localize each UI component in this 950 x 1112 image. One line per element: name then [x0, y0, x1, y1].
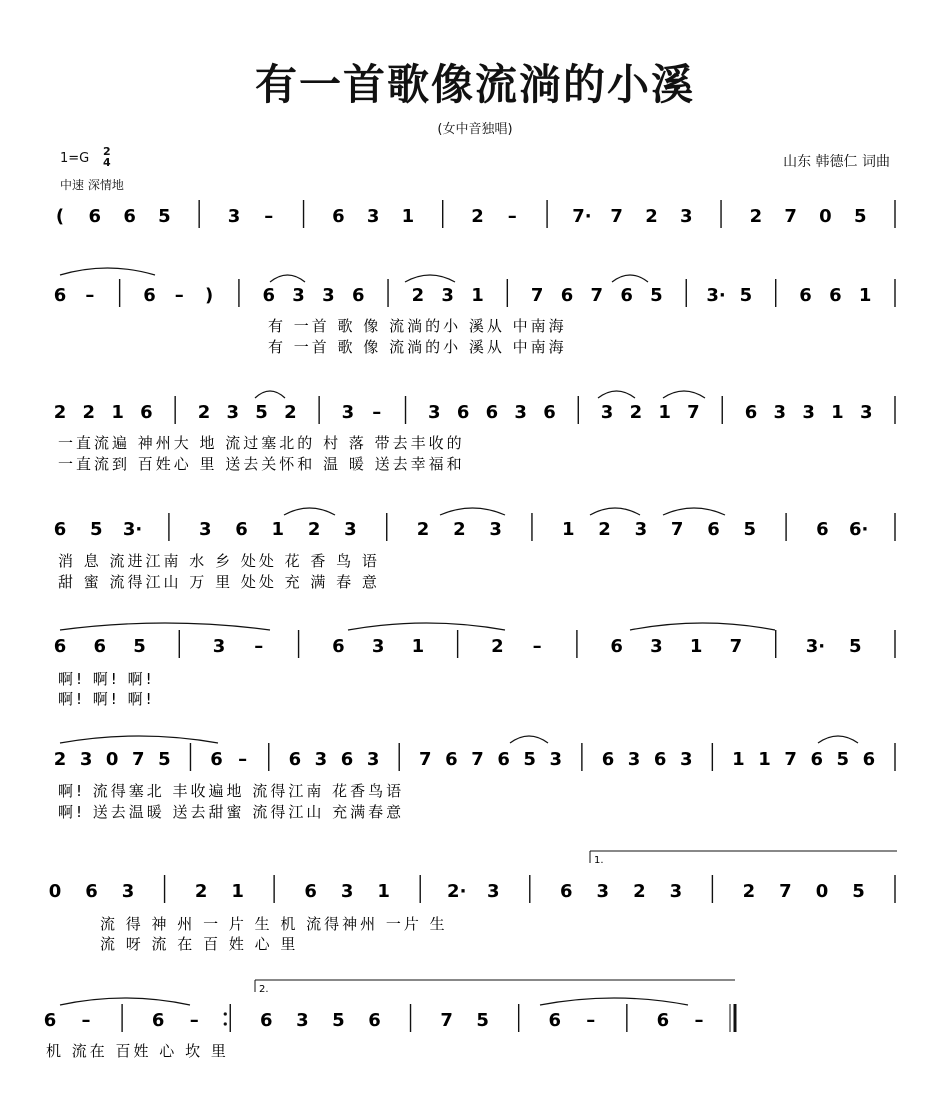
system-1: [56, 200, 895, 228]
lyric-line-1: 消 息 流进江南 水 乡 处处 花 香 鸟 语: [58, 552, 380, 570]
note: 1: [411, 636, 425, 657]
note: 3: [669, 881, 683, 902]
note: 7: [610, 206, 623, 227]
note: 6: [601, 749, 615, 770]
note: 5: [90, 519, 103, 540]
note: 1: [689, 636, 703, 657]
note: 3: [341, 402, 355, 423]
note: 2: [284, 402, 297, 423]
system-8: [44, 980, 735, 1060]
note: –: [174, 285, 184, 306]
note: 3: [322, 285, 335, 306]
note: 3: [212, 636, 226, 657]
volta-label: 1.: [594, 855, 604, 866]
lyric-line-1: 一直流遍 神州大 地 流过塞北的 村 落 带去丰收的: [58, 434, 465, 452]
note: 6: [543, 402, 556, 423]
note: 2: [53, 402, 67, 423]
note: 6: [485, 402, 499, 423]
note: 7: [440, 1010, 453, 1031]
slur: [818, 736, 858, 743]
note: 2: [416, 519, 430, 540]
note: 3: [627, 749, 641, 770]
note: 6: [368, 1010, 381, 1031]
note: 3: [292, 285, 305, 306]
repeat-dot: [224, 1012, 227, 1015]
note: 2: [633, 881, 646, 902]
note: 2: [491, 636, 504, 657]
slur: [663, 391, 705, 398]
lyric-line-2: 啊! 送去温暖 送去甜蜜 流得江山 充满春意: [58, 803, 405, 821]
note: 6: [560, 881, 573, 902]
note: 7: [687, 402, 700, 423]
note: 6: [351, 285, 365, 306]
note: 3: [600, 402, 614, 423]
lyric-line-1: 啊! 流得塞北 丰收遍地 流得江南 花香鸟语: [58, 782, 405, 800]
note: –: [254, 636, 264, 657]
system-2: [54, 279, 895, 356]
note: 7·: [572, 206, 592, 227]
note: 5: [650, 285, 663, 306]
note: 3: [227, 206, 241, 227]
note: 2: [629, 402, 643, 423]
note: 1: [831, 402, 844, 423]
note: 6: [93, 636, 107, 657]
note: 6: [151, 1010, 165, 1031]
note: ): [204, 285, 214, 306]
note: 6: [140, 402, 153, 423]
note: 5: [255, 402, 268, 423]
slur: [60, 736, 218, 743]
note: 5: [848, 636, 862, 657]
note: 2: [307, 519, 321, 540]
note: 3·: [122, 519, 143, 540]
note: 3: [802, 402, 815, 423]
slur: [590, 508, 640, 515]
note: 3: [366, 206, 380, 227]
note: –: [586, 1010, 596, 1031]
note: 2: [194, 881, 208, 902]
note: 2: [742, 881, 756, 902]
composer-credit: 山东 韩德仁 词曲: [783, 154, 890, 170]
note: 7: [729, 636, 743, 657]
note: 3: [79, 749, 93, 770]
note: –: [372, 402, 382, 423]
note: 3: [679, 749, 693, 770]
note: 3: [441, 285, 454, 306]
note: 5: [133, 636, 146, 657]
note: 3: [514, 402, 527, 423]
note: 3: [650, 636, 663, 657]
system-6: [54, 743, 895, 821]
slur: [60, 623, 270, 630]
note: 2: [598, 519, 611, 540]
lyric-line-2: 一直流到 百姓心 里 送去关怀和 温 暖 送去幸福和: [58, 455, 465, 473]
note: 5: [852, 881, 865, 902]
note: 0: [48, 881, 62, 902]
note: 6: [497, 749, 510, 770]
note: 2: [749, 206, 763, 227]
note: 6: [816, 519, 829, 540]
note: –: [532, 636, 542, 657]
note: 7: [132, 749, 145, 770]
system-5: [54, 630, 895, 708]
slur: [440, 508, 505, 515]
slur: [405, 275, 455, 282]
note: 1: [658, 402, 671, 423]
system-7: [49, 851, 897, 953]
note: 1: [758, 749, 771, 770]
note: 6: [799, 285, 812, 306]
note: 6: [143, 285, 156, 306]
note: 7: [670, 519, 684, 540]
note: 5: [853, 206, 867, 227]
note: 6: [456, 402, 470, 423]
note: 7: [784, 749, 797, 770]
note: 6: [288, 749, 302, 770]
note: 6: [53, 519, 67, 540]
slur: [255, 391, 285, 398]
lyric-line-2: 有 一首 歌 像 流淌的小 溪从 中南海: [268, 338, 567, 356]
note: 1: [401, 206, 415, 227]
slur: [630, 623, 775, 630]
note: 1: [231, 881, 244, 902]
note: 6: [810, 749, 823, 770]
note: 3: [489, 519, 502, 540]
note: 3: [549, 749, 563, 770]
note: –: [264, 206, 274, 227]
note: 6: [88, 206, 102, 227]
note: 6: [332, 206, 345, 227]
note: 7: [419, 749, 432, 770]
note: (: [55, 206, 65, 227]
slur: [270, 275, 305, 282]
repeat-dot: [224, 1022, 227, 1025]
note: 1: [271, 519, 285, 540]
note: 1: [377, 881, 390, 902]
note: 6: [210, 749, 223, 770]
note: 6: [829, 285, 842, 306]
subtitle: (女中音独唱): [437, 122, 513, 137]
note: 6: [332, 636, 345, 657]
note: 2: [53, 749, 67, 770]
note: 6: [304, 881, 317, 902]
key-signature: 1=G: [60, 151, 90, 166]
note: 3: [314, 749, 328, 770]
note: 3: [121, 881, 135, 902]
note: 2·: [447, 881, 467, 902]
note: 2: [411, 285, 425, 306]
note: 3·: [706, 285, 726, 306]
note: 7: [530, 285, 544, 306]
note: 7: [590, 285, 604, 306]
slur: [348, 623, 505, 630]
note: –: [238, 749, 248, 770]
note: 6: [85, 881, 98, 902]
note: 3: [428, 402, 441, 423]
note: 6: [707, 519, 720, 540]
note: 5: [739, 285, 753, 306]
note: 6: [340, 749, 354, 770]
note: –: [507, 206, 517, 227]
time-signature-bottom: 4: [103, 156, 111, 169]
lyric-line-1: 啊! 啊! 啊!: [58, 670, 155, 688]
note: 6: [53, 636, 67, 657]
slur: [510, 736, 548, 743]
note: 2: [645, 206, 658, 227]
lyric-line-2: 流 呀 流 在 百 姓 心 里: [100, 935, 299, 953]
note: 2: [197, 402, 211, 423]
note: 6: [53, 285, 67, 306]
note: 6: [123, 206, 136, 227]
note: 6: [862, 749, 876, 770]
note: 3: [344, 519, 357, 540]
note: 6: [262, 285, 276, 306]
slur: [598, 391, 635, 398]
note: 1: [111, 402, 124, 423]
note: 5: [158, 749, 171, 770]
note: 6: [235, 519, 248, 540]
note: 5: [743, 519, 757, 540]
note: 3: [486, 881, 500, 902]
note: 6: [548, 1010, 562, 1031]
slur: [663, 508, 725, 515]
note: 7: [779, 881, 792, 902]
note: 6: [653, 749, 667, 770]
tempo-marking: 中速 深情地: [60, 178, 124, 192]
note: 1: [732, 749, 745, 770]
note: 6: [43, 1010, 57, 1031]
note: –: [81, 1010, 91, 1031]
time-signature-top: 2: [103, 145, 111, 158]
note: 6: [445, 749, 458, 770]
note: 5: [836, 749, 850, 770]
lyric-line-1: 机 流在 百姓 心 坎 里: [46, 1042, 229, 1060]
note: –: [85, 285, 95, 306]
note: 3: [773, 402, 787, 423]
lyric-line-2: 啊! 啊! 啊!: [58, 690, 155, 708]
note: 1: [561, 519, 575, 540]
volta-label: 2.: [259, 984, 269, 995]
song-title: 有一首歌像流淌的小溪: [254, 60, 695, 109]
note: 6: [656, 1010, 670, 1031]
note: 6: [610, 636, 623, 657]
system-4: [54, 513, 895, 591]
note: 6: [744, 402, 758, 423]
lyric-line-1: 流 得 神 州 一 片 生 机 流得神州 一片 生: [100, 915, 448, 933]
note: 1: [858, 285, 872, 306]
note: 3: [679, 206, 693, 227]
note: 0: [815, 881, 829, 902]
note: 0: [819, 206, 832, 227]
note: 6: [260, 1010, 273, 1031]
system-3: [54, 396, 895, 473]
note: 5: [476, 1010, 489, 1031]
note: 5: [158, 206, 171, 227]
note: 6: [620, 285, 633, 306]
note: 3: [226, 402, 240, 423]
slur: [540, 998, 688, 1005]
note: 3: [296, 1010, 309, 1031]
slur: [612, 275, 648, 282]
note: 6·: [849, 519, 869, 540]
lyric-line-1: 有 一首 歌 像 流淌的小 溪从 中南海: [268, 317, 567, 335]
note: 3: [859, 402, 873, 423]
note: 3: [371, 636, 385, 657]
note: 3: [366, 749, 380, 770]
note: 5: [523, 749, 536, 770]
slur: [60, 268, 155, 275]
note: 3: [198, 519, 212, 540]
note: 2: [453, 519, 466, 540]
slur: [284, 508, 335, 515]
note: 6: [560, 285, 574, 306]
note: 3: [596, 881, 610, 902]
note: 2: [471, 206, 484, 227]
note: 7: [784, 206, 797, 227]
note: 7: [471, 749, 484, 770]
note: 3: [634, 519, 648, 540]
note: 3·: [805, 636, 826, 657]
note: 0: [105, 749, 119, 770]
note: 1: [471, 285, 484, 306]
note: 5: [332, 1010, 345, 1031]
note: 3: [340, 881, 354, 902]
note: –: [189, 1010, 199, 1031]
slur: [60, 998, 190, 1005]
lyric-line-2: 甜 蜜 流得江山 万 里 处处 充 满 春 意: [58, 573, 380, 591]
note: 2: [82, 402, 96, 423]
note: –: [694, 1010, 704, 1031]
